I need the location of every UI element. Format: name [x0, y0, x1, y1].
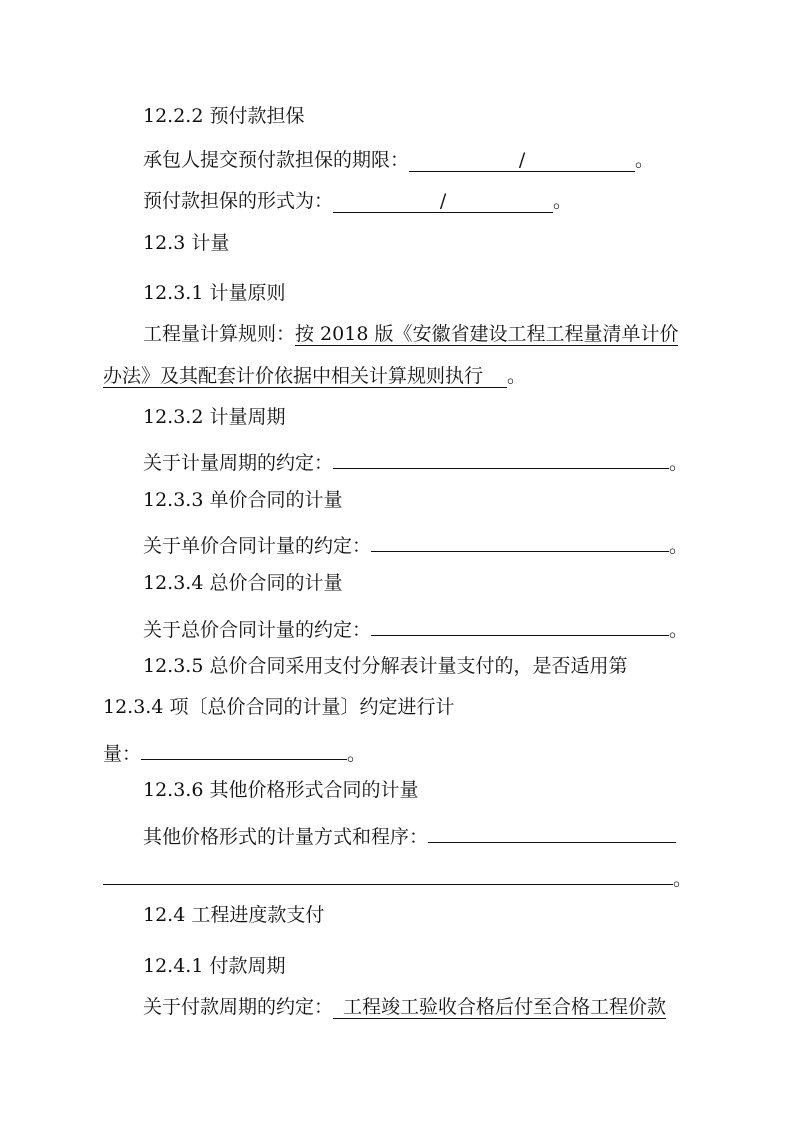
period-label: 关于计量周期的约定： [143, 452, 334, 474]
payment-cycle-value[interactable]: 工程竣工验收合格后付至合格工程价款 [333, 996, 666, 1019]
heading-12-3: 12.3 计量 [143, 232, 230, 254]
payment-cycle-label: 关于付款周期的约定： [143, 996, 334, 1018]
heading-12-3-2: 12.3.2 计量周期 [143, 406, 286, 428]
clause-12-3-5-label: 量： [103, 743, 142, 765]
unit-price-value[interactable] [371, 529, 669, 552]
other-row-1 [143, 820, 676, 849]
rules-end: 。 [507, 365, 527, 387]
guarantee-period-value[interactable]: / [409, 149, 635, 172]
clause-12-3-5-line2: 12.3.4 项〔总价合同的计量〕约定进行计 [103, 696, 455, 718]
guarantee-form-value[interactable]: / [333, 190, 553, 213]
lump-sum-row [143, 613, 688, 642]
unit-price-row [143, 529, 688, 558]
rules-value-line1[interactable]: 按 2018 版《安徽省建设工程工程量清单计价 [295, 323, 679, 345]
lump-sum-label: 关于总价合同计量的约定： [143, 619, 372, 641]
period-row [143, 446, 688, 475]
rules-label: 工程量计算规则： [143, 323, 296, 345]
heading-12-3-6: 12.3.6 其他价格形式合同的计量 [143, 779, 419, 801]
period-end: 。 [669, 452, 689, 474]
guarantee-period-end: 。 [635, 149, 655, 171]
rules-value-line2[interactable]: 办法》及其配套计价依据中相关计算规则执行 [103, 365, 507, 388]
clause-12-3-5-row3 [103, 737, 366, 766]
unit-price-end: 。 [669, 535, 689, 557]
lump-sum-end: 。 [669, 619, 689, 641]
other-row-2 [103, 862, 692, 891]
clause-12-3-5-line1: 12.3.5 总价合同采用支付分解表计量支付的，是否适用第 [143, 655, 628, 677]
heading-12-4: 12.4 工程进度款支付 [143, 904, 325, 926]
guarantee-form-row [143, 189, 572, 213]
clause-12-3-5-value[interactable] [141, 737, 347, 760]
other-value[interactable] [428, 820, 676, 843]
heading-12-3-1: 12.3.1 计量原则 [143, 282, 286, 304]
rules-row-2 [103, 364, 526, 388]
heading-12-3-3: 12.3.3 单价合同的计量 [143, 489, 343, 511]
clause-12-3-5-end: 。 [347, 743, 367, 765]
other-end: 。 [673, 868, 693, 890]
guarantee-period-label: 承包人提交预付款担保的期限： [143, 149, 410, 171]
heading-12-3-4: 12.3.4 总价合同的计量 [143, 572, 343, 594]
unit-price-label: 关于单价合同计量的约定： [143, 535, 372, 557]
payment-cycle-row [143, 995, 666, 1019]
guarantee-form-label: 预付款担保的形式为： [143, 190, 334, 212]
guarantee-form-end: 。 [553, 190, 573, 212]
other-value-continuation[interactable] [103, 862, 673, 885]
rules-row-1 [143, 322, 678, 346]
heading-12-2-2: 12.2.2 预付款担保 [143, 105, 305, 127]
heading-12-4-1: 12.4.1 付款周期 [143, 955, 286, 977]
other-label: 其他价格形式的计量方式和程序： [143, 826, 429, 848]
period-value[interactable] [333, 446, 669, 469]
lump-sum-value[interactable] [371, 613, 669, 636]
guarantee-period-row [143, 148, 654, 172]
